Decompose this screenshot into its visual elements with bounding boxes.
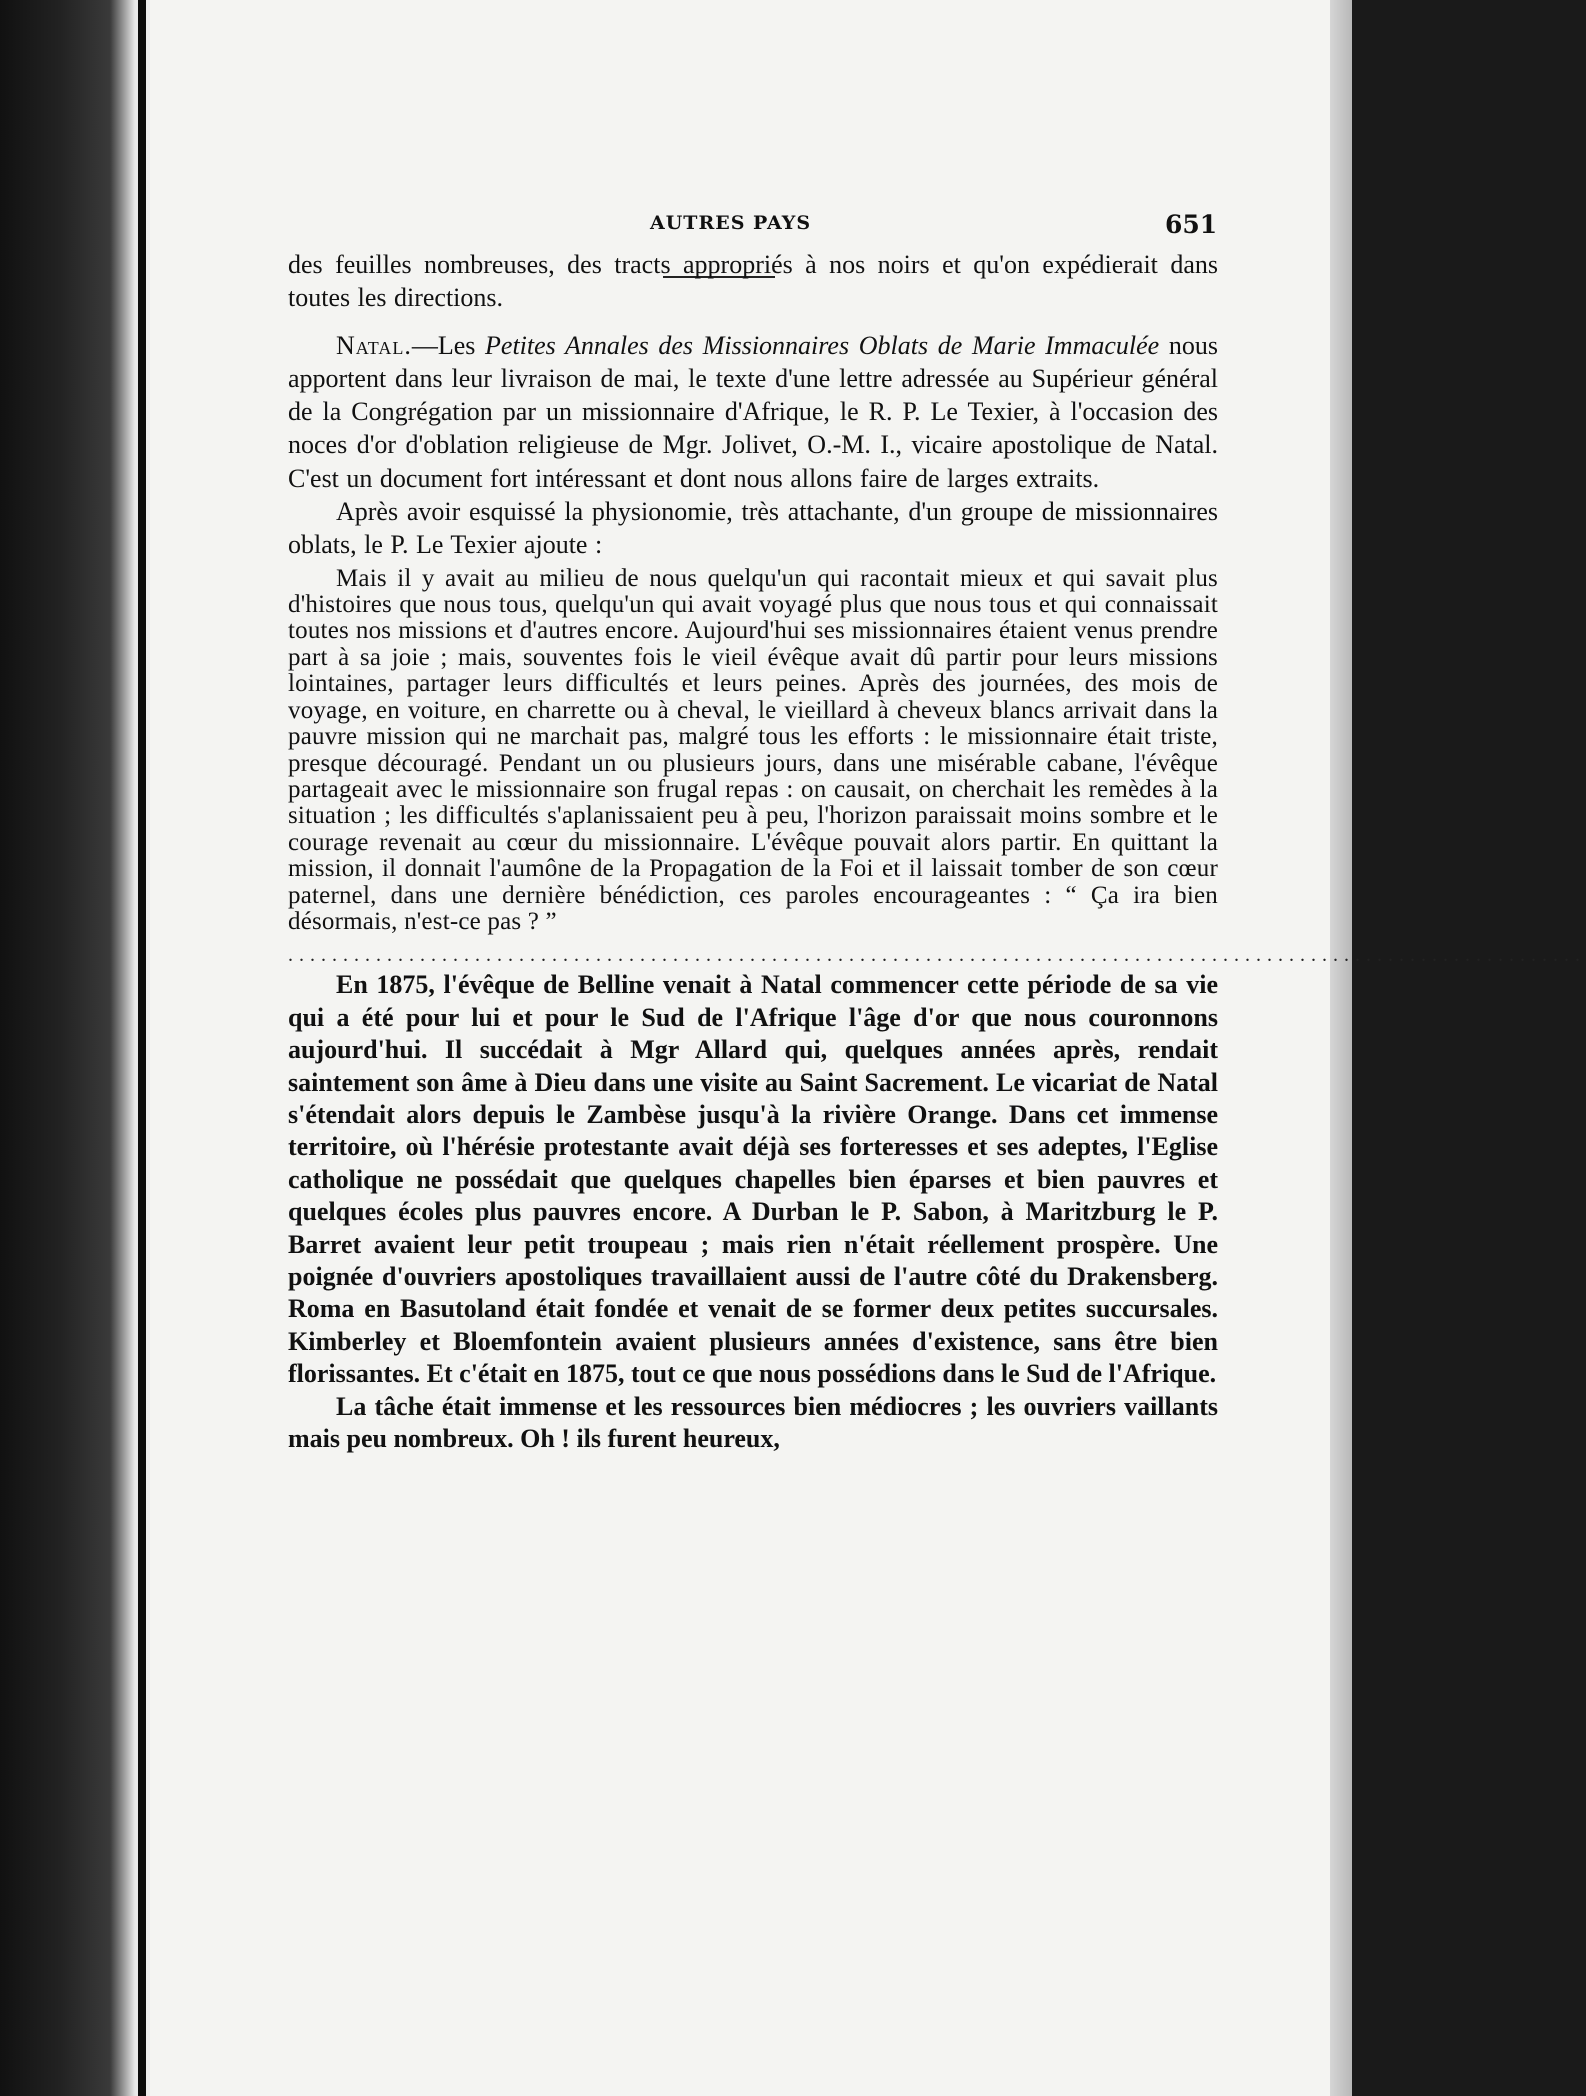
page-header [150, 212, 1330, 252]
publication-title: Petites Annales des Missionnaires Oblats de Marie Immaculée [485, 330, 1160, 360]
section-dash: —Les [411, 330, 486, 360]
book-gutter [138, 0, 146, 2096]
running-title: AUTRES PAYS [650, 212, 812, 234]
block-quote: Mais il y avait au milieu de nous quelqu'un qui racontait mieux et qui savait plus d'histoires que nous tous, quelqu'un qui avait voyagé plus que nous tous et qui connaissait toutes nos missions et d'autres encore. Aujourd'hui ses missionnaires étaient venus prendre part à sa joie ; mais, souventes fois le vieil évêque avait dû partir pour leurs missions lointaines, partager leurs difficultés et leurs peines. Après des journées, des mois de voyage, en voiture, en charrette ou à cheval, le vieillard à cheveux blancs arrivait dans la pauvre mission qui ne marchait pas, malgré tous les efforts : le missionnaire était triste, presque découragé. Pendant un ou plusieurs jours, dans une misérable cabane, l'évêque partageait avec le missionnaire son frugal repas : on causait, on cherchait les remèdes à la situation ; les difficultés s'aplanissaient peu à peu, l'horizon paraissait moins sombre et le courage revenait au cœur du missionnaire. L'évêque pouvait alors partir. En quittant la mission, il donnait l'aumône de la Propagation de la Foi et il laissait tomber de son cœur paternel, dans une dernière bénédiction, ces paroles encourageantes : “ Ça ira bien désormais, n'est-ce pas ? ” [288, 564, 1218, 935]
paragraph-intro-quote: Après avoir esquissé la physionomie, très attachante, d'un groupe de missionnaires oblats, le P. Le Texier ajoute : [288, 497, 1218, 560]
paragraph-natal [288, 329, 1218, 495]
section-lead-natal: Natal. [336, 330, 412, 360]
page-number: 651 [1165, 210, 1218, 239]
paragraph-tache: La tâche était immense et les ressources bien médiocres ; les ouvriers vaillants mais peu nombreux. Oh ! ils furent heureux, [288, 1391, 1218, 1454]
paragraph-1875: En 1875, l'évêque de Belline venait à Natal commencer cette période de sa vie qui a été pour lui et pour le Sud de l'Afrique l'âge d'or que nous couronnons aujourd'hui. Il succédait à Mgr Allard qui, quelques années après, rendait saintement son âme à Dieu dans une visite au Saint Sacrement. Le vicariat de Natal s'étendait alors depuis le Zambèse jusqu'à la rivière Orange. Dans cet immense territoire, où l'hérésie protestante avait déjà ses forteresses et ses adeptes, l'Eglise catholique ne possédait que quelques chapelles bien éparses et bien pauvres et quelques écoles plus pauvres encore. A Durban le P. Sabon, à Maritzburg le P. Barret avaient leur petit troupeau ; mais rien n'était réellement prospère. Une poignée d'ouvriers apostoliques travaillaient aussi de l'autre côté du Drakensberg. Roma en Basutoland était fondée et venait de se former deux petites succursales. Kimberley et Bloemfontein avaient plusieurs années d'existence, sans être bien florissantes. Et c'était en 1875, tout ce que nous possédions dans le Sud de l'Afrique. [288, 970, 1218, 1389]
paragraph-continuation: des feuilles nombreuses, des tracts appropriés à nos noirs et qu'on expédierait dans toutes les directions. [288, 250, 1218, 313]
paragraph-natal-text: nous apportent dans leur livraison de mai, le texte d'une lettre adressée au Supérieur général de la Congrégation par un missionnaire d'Afrique, le R. P. Le Texier, à l'occasion des noces d'or d'oblation religieuse de Mgr. Jolivet, O.-M. I., vicaire apostolique de Natal. C'est un document fort intéressant et dont nous allons faire de larges extraits. [288, 330, 1218, 493]
book-page [150, 0, 1586, 2096]
page-body [288, 248, 1586, 1455]
ellipsis-separator: ...................................................................................................................... [288, 944, 1586, 967]
